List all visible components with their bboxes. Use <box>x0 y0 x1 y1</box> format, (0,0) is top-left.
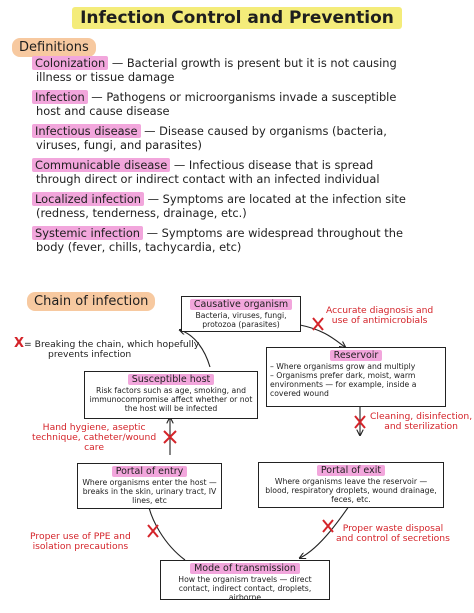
definition-infection: Infection — Pathogens or microorganisms invade a susceptible host and cause disease <box>32 90 470 118</box>
definition-colonization: Colonization — Bacterial growth is present but it is not causing illness or tissue damage <box>32 56 470 84</box>
causative-organism-box: Causative organism Bacteria, viruses, fungi, protozoa (parasites) <box>181 296 301 332</box>
definition-communicable-disease: Communicable disease — Infectious disease that is spread through direct or indirect contact with an infected individual <box>32 158 470 186</box>
mode-of-transmission-box: Mode of transmission How the organism travels — direct contact, indirect contact, droplets, airborne <box>160 560 330 600</box>
definition-localized-infection: Localized infection — Symptoms are located at the infection site (redness, tenderness, drainage, etc.) <box>32 192 470 220</box>
portal-of-exit-box: Portal of exit Where organisms leave the reservoir — blood, respiratory droplets, wound drainage, feces, etc. <box>258 462 444 508</box>
intervention-ppe: Proper use of PPE and isolation precautions <box>30 531 131 552</box>
break-x-icon: X <box>14 336 25 351</box>
reservoir-box: Reservoir – Where organisms grow and multiply – Organisms prefer dark, moist, warm environments — for example, inside a covered wound <box>266 347 446 407</box>
page-title: Infection Control and Prevention <box>0 8 474 28</box>
intervention-cleaning: Cleaning, disinfection, and sterilization <box>370 411 473 432</box>
chain-heading: Chain of infection <box>27 292 155 311</box>
definitions-heading: Definitions <box>12 38 96 57</box>
legend: X= Breaking the chain, which hopefully prevents infection <box>14 336 200 360</box>
intervention-waste: Proper waste disposal and control of secretions <box>336 523 450 544</box>
intervention-hygiene: Hand hygiene, aseptic technique, catheter/wound care <box>32 422 157 453</box>
arrow-susceptible-to-causative <box>180 330 210 367</box>
susceptible-host-box: Susceptible host Risk factors such as age, smoking, and immunocompromise affect whether or not the host will be infected <box>84 371 258 419</box>
definition-systemic-infection: Systemic infection — Symptoms are widespread throughout the body (fever, chills, tachycardia, etc) <box>32 226 470 254</box>
portal-of-entry-box: Portal of entry Where organisms enter the host — breaks in the skin, urinary tract, IV lines, etc <box>77 463 222 509</box>
definition-infectious-disease: Infectious disease — Disease caused by organisms (bacteria, viruses, fungi, and parasites) <box>32 124 470 152</box>
intervention-diagnosis: Accurate diagnosis and use of antimicrobials <box>326 305 434 326</box>
